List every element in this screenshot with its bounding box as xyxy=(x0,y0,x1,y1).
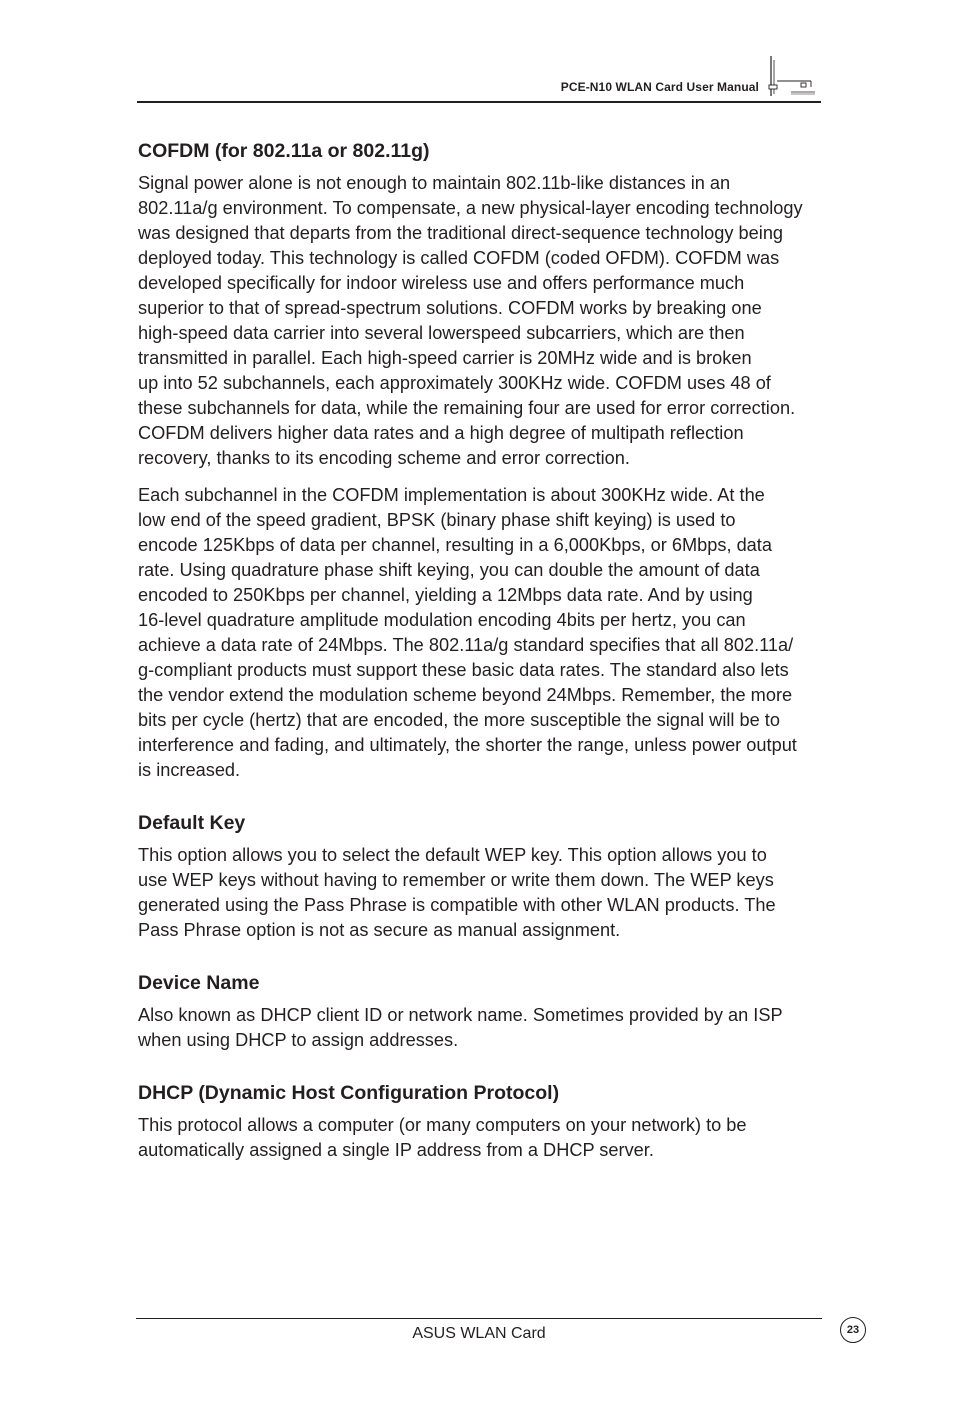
page-footer xyxy=(136,1318,866,1358)
section-paragraph: This option allows you to select the default WEP key. This option allows you to use WEP keys without having to remember or write them down. The WEP keys generated using the Pass Phrase is compatible with other WLAN products. The Pass Phrase option is not as secure as manual assignment. xyxy=(138,845,776,940)
manual-title: PCE-N10 WLAN Card User Manual xyxy=(560,80,759,94)
section-heading: Default Key xyxy=(138,812,246,834)
section-device-name xyxy=(138,968,828,1053)
section-paragraph: This protocol allows a computer (or many computers on your network) to be automatically assigned a single IP address from a DHCP server. xyxy=(138,1115,747,1160)
section-paragraph: Each subchannel in the COFDM implementation is about 300KHz wide. At the low end of the speed gradient, BPSK (binary phase shift keying) is used to encode 125Kbps of data per channel, resulting in a 6,000Kbps, or 6Mbps, data rate. Using quadrature phase shift keying, you can double the amount of data encoded to 250Kbps per channel, yielding a 12Mbps data rate. And by using 16-level quadrature amplitude modulation encoding 4bits per hertz, you can achieve a data rate of 24Mbps. The 802.11a/g standard specifies that all 802.11a/ g-compliant products must support these basic data rates. The standard also lets the vendor extend the modulation scheme beyond 24Mbps. Remember, the more bits per cycle (hertz) that are encoded, the more susceptible the signal will be to interference and fading, and ultimately, the shorter the range, unless power output is increased. xyxy=(138,485,797,780)
footer-divider xyxy=(136,1318,822,1319)
page-content xyxy=(138,136,828,1175)
section-paragraph: Also known as DHCP client ID or network name. Sometimes provided by an ISP when using DHCP to assign addresses. xyxy=(138,1005,783,1050)
section-dhcp xyxy=(138,1078,828,1163)
page-number-badge: 23 xyxy=(840,1317,866,1343)
header-divider xyxy=(137,101,821,103)
section-heading: DHCP (Dynamic Host Configuration Protocol) xyxy=(138,1082,560,1104)
section-heading: COFDM (for 802.11a or 802.11g) xyxy=(138,140,430,162)
footer-text: ASUS WLAN Card xyxy=(412,1325,546,1342)
section-cofdm xyxy=(138,136,828,783)
section-paragraph: Signal power alone is not enough to maintain 802.11b-like distances in an 802.11a/g environment. To compensate, a new physical-layer encoding technology was designed that departs from the traditional direct-sequence technology being deployed today. This technology is called COFDM (coded OFDM). COFDM was developed specifically for indoor wireless use and offers performance much superior to that of spread-spectrum solutions. COFDM works by breaking one high-speed data carrier into several lowerspeed subcarriers, which are then transmitted in parallel. Each high-speed carrier is 20MHz wide and is broken up into 52 subchannels, each approximately 300KHz wide. COFDM uses 48 of these subchannels for data, while the remaining four are used for error correction. COFDM delivers higher data rates and a high degree of multipath reflection recovery, thanks to its encoding scheme and error correction. xyxy=(138,173,803,468)
page-header xyxy=(137,52,821,104)
section-default-key xyxy=(138,808,828,943)
section-heading: Device Name xyxy=(138,972,260,994)
wlan-card-icon xyxy=(765,54,817,100)
